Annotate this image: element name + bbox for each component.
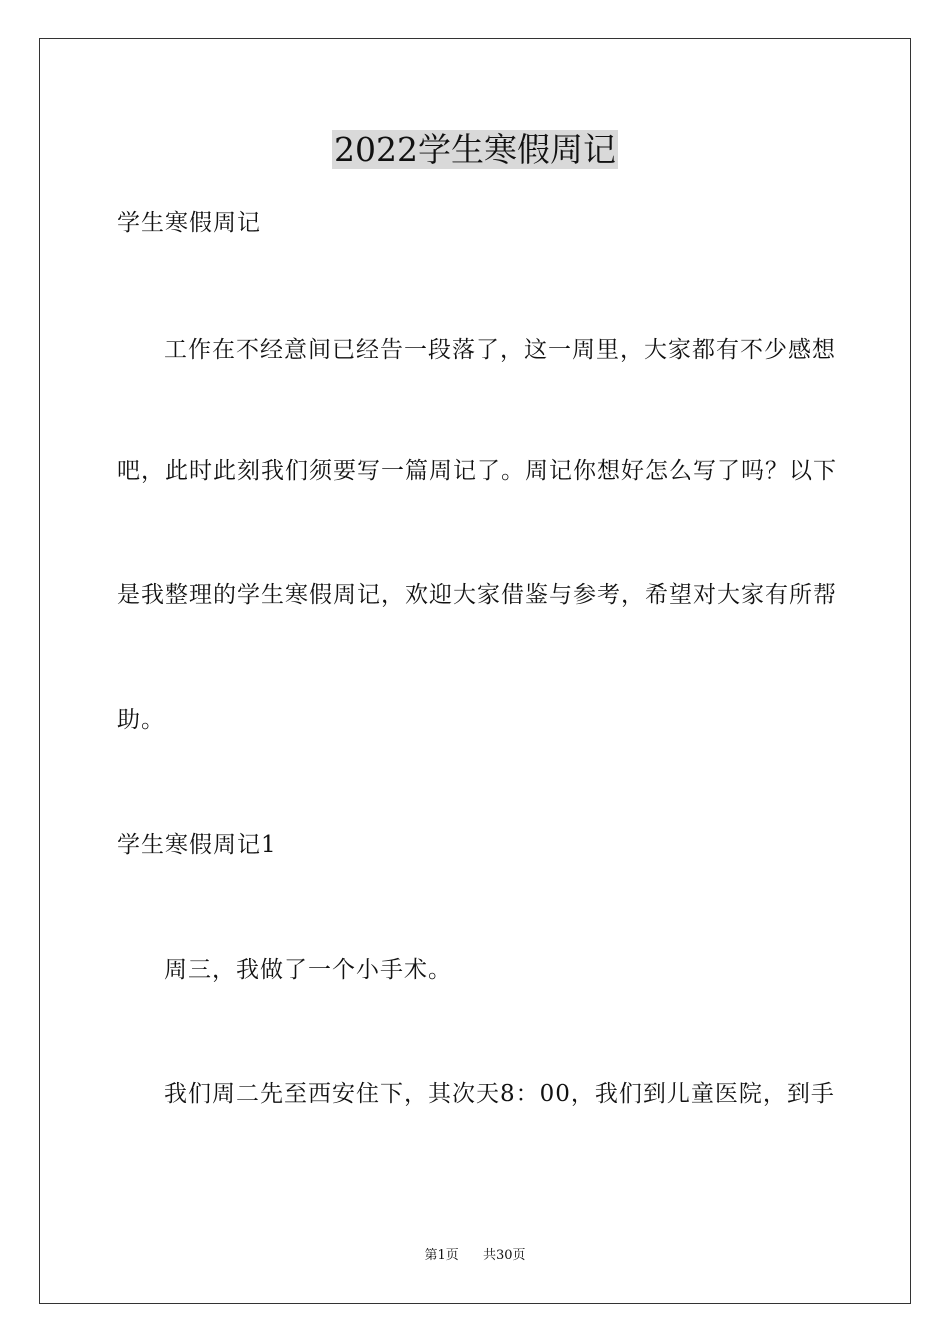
page-footer [0, 1247, 950, 1265]
paragraph-line: 工作在不经意间已经告一段落了，这一周里，大家都有不少感想 [164, 337, 836, 363]
document-title [0, 128, 950, 172]
doc-subtitle: 学生寒假周记 [117, 210, 261, 236]
section-heading: 学生寒假周记1 [117, 832, 277, 858]
paragraph-line: 助。 [117, 707, 165, 733]
page-number: 第1页 [424, 1248, 459, 1263]
paragraph-line: 周三，我做了一个小手术。 [164, 957, 452, 983]
paragraph-line: 我们周二先至西安住下，其次天8：00，我们到儿童医院，到手 [164, 1081, 835, 1107]
paragraph-line: 吧，此时此刻我们须要写一篇周记了。周记你想好怎么写了吗？以下 [117, 458, 837, 484]
page-total: 共30页 [483, 1248, 526, 1263]
paragraph-line: 是我整理的学生寒假周记，欢迎大家借鉴与参考，希望对大家有所帮 [117, 582, 837, 608]
document-title-text: 2022学生寒假周记 [334, 130, 616, 169]
